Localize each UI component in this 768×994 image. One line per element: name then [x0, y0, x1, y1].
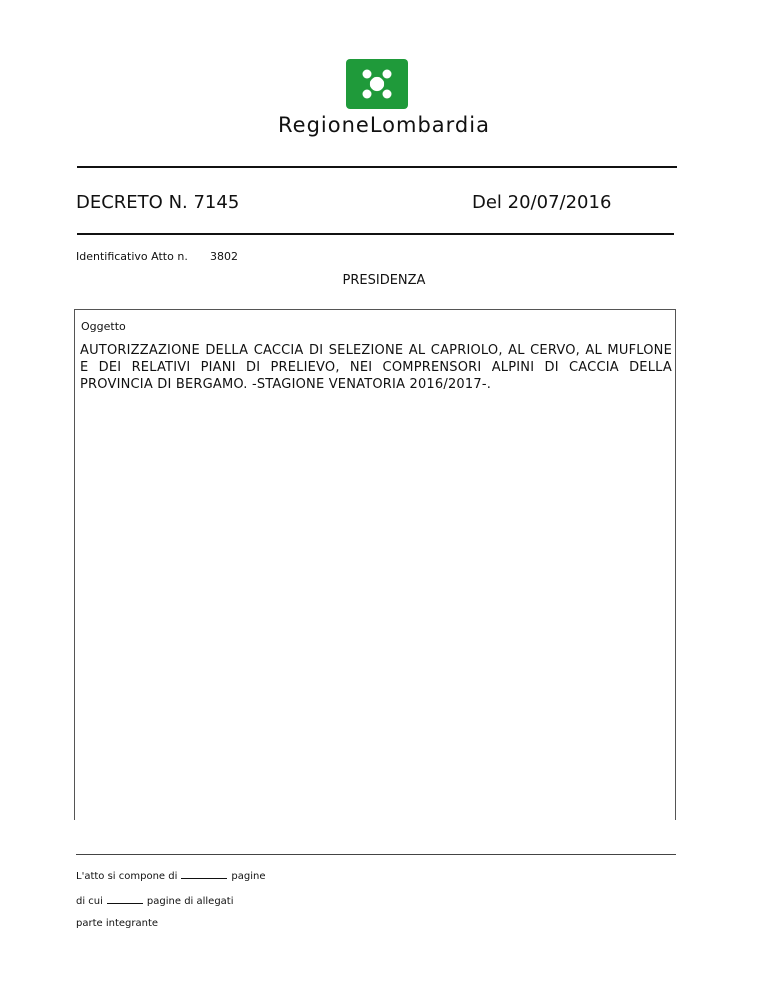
attachments-count-blank — [107, 894, 143, 904]
act-id-label: Identificativo Atto n. — [76, 250, 188, 263]
regione-lombardia-logo — [346, 59, 408, 109]
footer-attachments-suffix: pagine di allegati — [146, 896, 234, 907]
header-divider-top — [77, 166, 677, 168]
subject-box — [74, 309, 676, 820]
header-divider-bottom — [77, 233, 674, 235]
footer-pages-prefix: L'atto si compone di — [76, 871, 178, 882]
footer-divider — [76, 854, 676, 855]
footer-integral-line: parte integrante — [76, 918, 159, 929]
decree-number: DECRETO N. 7145 — [76, 192, 240, 213]
footer-pages-suffix: pagine — [231, 871, 266, 882]
pages-count-blank — [181, 869, 227, 879]
regione-lombardia-rose-icon — [346, 59, 408, 109]
footer-attachments-prefix: di cui — [76, 896, 103, 907]
brand-name: RegioneLombardia — [278, 113, 490, 137]
footer-attachments-line — [76, 894, 234, 907]
act-id-value: 3802 — [210, 250, 238, 263]
subject-text: AUTORIZZAZIONE DELLA CACCIA DI SELEZIONE AL CAPRIOLO, AL CERVO, AL MUFLONE E DEI RELATIVI PIANI DI PRELIEVO, NEI COMPRENSORI ALPINI DI CACCIA DELLA PROVINCIA DI BERGAMO. -STAGIONE VENATORIA 2016/2017-. — [80, 343, 672, 392]
subject-label: Oggetto — [81, 320, 126, 333]
footer-pages-line — [76, 869, 265, 882]
decree-date: Del 20/07/2016 — [472, 192, 612, 213]
department-name: PRESIDENZA — [342, 273, 426, 288]
